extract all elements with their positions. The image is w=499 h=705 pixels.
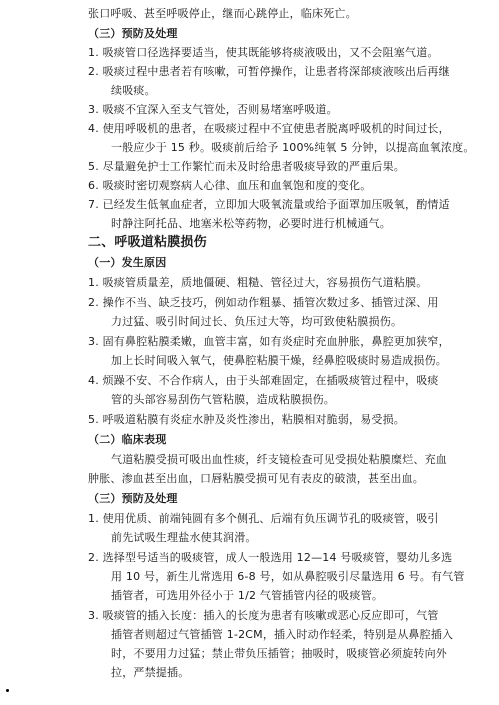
text-line: 肿胀、渗血甚至出血，口唇粘膜受损可见有表皮的破溃，甚至出血。 [88, 472, 424, 485]
section-heading: （三）预防及处理 [88, 27, 178, 40]
list-item: 3. 吸痰管的插入长度：插入的长度为患者有咳嗽或恶心反应即可，气管 [88, 609, 439, 622]
list-item: 1. 使用优质、前端钝圆有多个侧孔、后端有负压调节孔的吸痰管，吸引 [88, 512, 439, 525]
list-item: 1. 吸痰管质量差，质地僵硬、粗糙、管径过大，容易损伤气道粘膜。 [88, 276, 428, 289]
text-line: 拉，严禁提插。 [111, 666, 190, 679]
section-heading: （一）发生原因 [88, 256, 167, 269]
list-item: 4. 使用呼吸机的患者，在吸痰过程中不宜使患者脱离呼吸机的时间过长， [88, 122, 450, 135]
list-item: 1. 吸痰管口径选择要适当，使其既能够将痰液吸出，又不会阻塞气道。 [88, 46, 439, 59]
section-heading: （三）预防及处理 [88, 492, 178, 505]
text-line: 用 10 号，新生儿常选用 6-8 号，如从鼻腔吸引尽量选用 6 号。有气管 [111, 570, 465, 583]
list-item: 2. 吸痰过程中患者若有咳嗽，可暂停操作，让患者将深部痰液咳出后再继 [88, 65, 450, 78]
text-line: 气道粘膜受损可吸出血性痰，纤支镜检查可见受损处粘膜糜烂、充血 [111, 453, 447, 466]
list-item: 4. 烦躁不安、不合作病人，由于头部难固定，在插吸痰管过程中，吸痰 [88, 374, 439, 387]
list-item: 2. 操作不当、缺乏技巧，例如动作粗暴、插管次数过多、插管过深、用 [88, 296, 439, 309]
list-item: 2. 选择型号适当的吸痰管，成人一般选用 12—14 号吸痰管，婴幼儿多选 [88, 551, 453, 564]
chapter-heading: 二、呼吸道粘膜损伤 [88, 235, 207, 250]
list-item: 7. 已经发生低氧血症者，立即加大吸氧流量或给予面罩加压吸氧，酌情适 [88, 198, 450, 211]
text-line: 张口呼吸、甚至呼吸停止，继而心跳停止，临床死亡。 [88, 7, 357, 20]
text-line: 力过猛、吸引时间过长、负压过大等，均可致使粘膜损伤。 [111, 315, 403, 328]
page-dot [6, 689, 9, 692]
text-line: 插管者，可选用外径小于 1/2 气管插管内径的吸痰管。 [111, 589, 384, 602]
text-line: 时静注阿托品、地塞米松等药物，必要时进行机械通气。 [111, 217, 391, 230]
text-line: 加上长时间吸入氧气，使鼻腔粘膜干燥，经鼻腔吸痰时易造成损伤。 [111, 354, 447, 367]
text-line: 插管者则超过气管插管 1-2CM，插入时动作轻柔，特别是从鼻腔插入 [111, 628, 454, 641]
text-line: 续吸痰。 [111, 84, 156, 97]
text-line: 一般应少于 15 秒。吸痰前后给予 100%纯氧 5 分钟，以提高血氧浓度。 [111, 141, 475, 154]
list-item: 3. 吸痰不宜深入至支气管处，否则易堵塞呼吸道。 [88, 103, 338, 116]
text-line: 管的头部容易刮伤气管粘膜，造成粘膜损伤。 [111, 393, 335, 406]
text-line: 前先试吸生理盐水使其润滑。 [111, 531, 257, 544]
list-item: 6. 吸痰时密切观察病人心律、血压和血氧饱和度的变化。 [88, 179, 372, 192]
list-item: 5. 尽量避免护士工作繁忙而未及时给患者吸痰导致的严重后果。 [88, 160, 405, 173]
list-item: 5. 呼吸道粘膜有炎症水肿及炎性渗出，粘膜相对脆弱，易受损。 [88, 413, 405, 426]
text-line: 时，不要用力过猛；禁止带负压插管；抽吸时，吸痰管必须旋转向外 [111, 647, 447, 660]
list-item: 3. 固有鼻腔粘膜柔嫩，血管丰富，如有炎症时充血肿胀，鼻腔更加狭窄， [88, 335, 450, 348]
section-heading: （二）临床表现 [88, 433, 167, 446]
